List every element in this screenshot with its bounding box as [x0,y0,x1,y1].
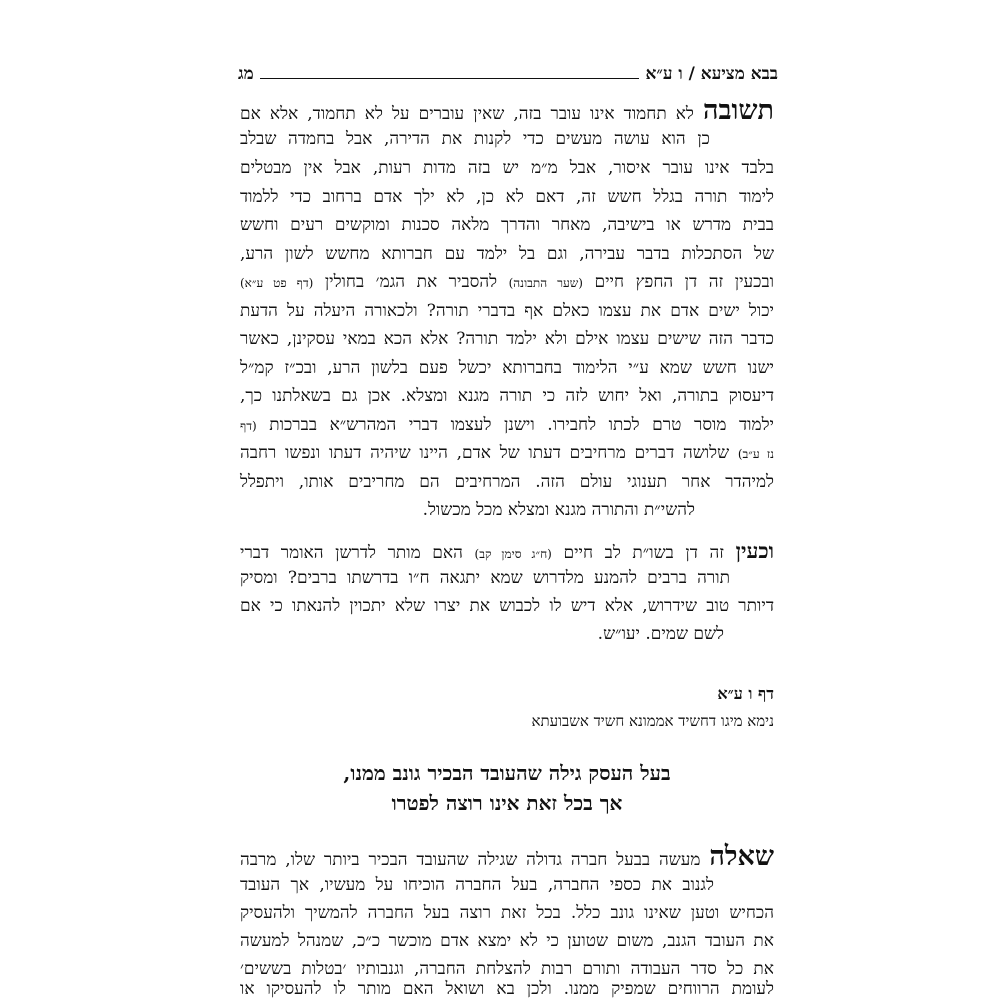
teshuva-line-8: יכול ישים אדם את עצמו כאלם אף בדברי תורה? ולכאורה היעלה על הדעת [240,301,774,321]
teshuva-lead-word: תשובה [702,95,774,126]
section-heading-line-1 [240,762,774,786]
teshuva-text: לא תחמוד אינו עובר בזה, שאין עוברים על לא תחמוד, אלא אם [240,104,694,124]
teshuva-text: שלושה דברים מרחיבים דעתו של אדם, היינו שיהיה דעתו ונפשו רחבה [240,443,730,463]
teshuva-line-15: להשי״ת והתורה מגנא ומצלא מכל מכשול. [422,500,695,520]
section-heading-text: בעל העסק גילה שהעובד הבכיר גונב ממנו, [343,761,671,785]
vechayin-text: זה דן בשו״ת לב חיים [563,543,725,563]
teshuva-text: ילמוד מוסר טרם לכתו לחבירו. וישנן לעצמו דברי המהרש״א בברכות [269,415,774,435]
teshuva-citation: נז ע״ב) [737,447,774,461]
teshuva-text: כן הוא עושה מעשים כדי לקנות את הדירה, אבל בחמדה שבלב [240,129,710,149]
vechayin-line-3: דיותר טוב שידרוש, אלא דיש לו לכבוש את יצרו שלא יתכוין להנאתו כי אם [240,596,774,616]
teshuva-citation: (דף [240,419,257,433]
sheela-line-1 [240,841,774,872]
teshuva-citation: (שער התבונה) [508,276,583,290]
sheela-line-3: הכחיש וטען שאינו גונב כלל. בכל זאת רוצה בעל החברה להמשיך ולהעסיק [240,903,774,923]
section-heading-text: אך בכל זאת אינו רוצה לפטרו [391,791,623,815]
teshuva-line-11: דיעסוק בתורה, ואל יחוש לזה כי תורה מגנא ומצלא. אכן גם בשאלתנו כך, [240,386,774,406]
daf-quote [240,710,774,732]
daf-quote-text: נימא מיגו דחשיד אממונא חשיד אשבועתא [531,712,774,730]
teshuva-text: להסביר את הגמ׳ בחולין [324,272,498,292]
teshuva-line-10: ישנו חשש שמא ע״י הלימוד בחברותא יכשל פעם בלשון הרע, ובכ״ז קמ״ל [240,358,774,378]
teshuva-line-13 [240,442,774,465]
teshuva-line-9: כדבר הזה שישים עצמו אילם ולא ילמד תורה? אלא הכא במאי עסקינן, כאשר [240,329,774,349]
daf-label [240,683,774,705]
teshuva-line-14: למיהדר אחר תענוגי עולם הזה. המרחיבים הם מחריבים אותו, ויתפלל [240,472,774,492]
section-heading-line-2 [240,792,774,816]
sheela-line-5: את כל סדר העבודה ותורם רבות להצלחת החברה, וגנבותיו ׳בטלות בששים׳ [240,959,774,979]
vechayin-line-1 [240,540,774,565]
vechayin-line-4: לשם שמים. יעו״ש. [597,624,724,644]
teshuva-line-3: בלבד אינו עובר איסור, אבל מ״מ יש בזה מדות רעות, אבל אין מבטלים [240,158,774,178]
header-rule [260,78,640,79]
teshuva-line-12 [240,414,774,437]
teshuva-line-4: לימוד תורה בגלל חשש זה, דאם לא כן, לא ילך אדם ברחוב כדי ללמוד [240,187,774,207]
vechayin-lead-word: וכעין [735,538,775,563]
sheela-line-6: לעומת הרווחים שמפיק ממנו. ולכן בא ושואל האם מותר לו להעסיקו או [240,979,774,999]
teshuva-text: ובכעין זה דן החפץ חיים [594,272,775,292]
vechayin-line-2: תורה ברבים להמנע מלדרוש שמא יתגאה ח״ו בדרשתו ברבים? ומסיק [240,568,730,588]
daf-label-text: דף ו ע״א [717,684,774,703]
teshuva-line-1 [240,95,774,126]
sheela-line-4: את העובד הגנב, משום שטוען כי לא ימצא אדם מוכשר כ״כ, שמנהל למעשה [240,931,774,951]
vechayin-citation: (ח״ג סימן קב) [474,547,552,561]
page-number: מג [238,64,254,84]
running-header [238,60,778,84]
teshuva-line-7 [240,271,774,294]
teshuva-line-6: של הסתכלות בדבר עבירה, וגם בל ילמד עם חברותא מחשש לשון הרע, [240,244,774,264]
vechayin-text: האם מותר לדרשן האומר דברי [240,543,463,563]
sheela-line-2: לגנוב את כספי החברה, בעל החברה הוכיחו על מעשיו, אך העובד [240,875,714,895]
sheela-lead-word: שאלה [709,841,774,872]
teshuva-citation: (דף פט ע״א) [240,276,314,290]
teshuva-line-2 [240,128,710,150]
sheela-text: מעשה בבעל חברה גדולה שגילה שהעובד הבכיר ביותר שלו, מרבה [240,850,701,870]
teshuva-line-5: בבית מדרש או בישיבה, מאחר והדרך מלאה סכנות ומוקשים רעים וחשש [240,215,774,235]
header-title: בבא מציעא / ו ע״א [645,64,778,84]
